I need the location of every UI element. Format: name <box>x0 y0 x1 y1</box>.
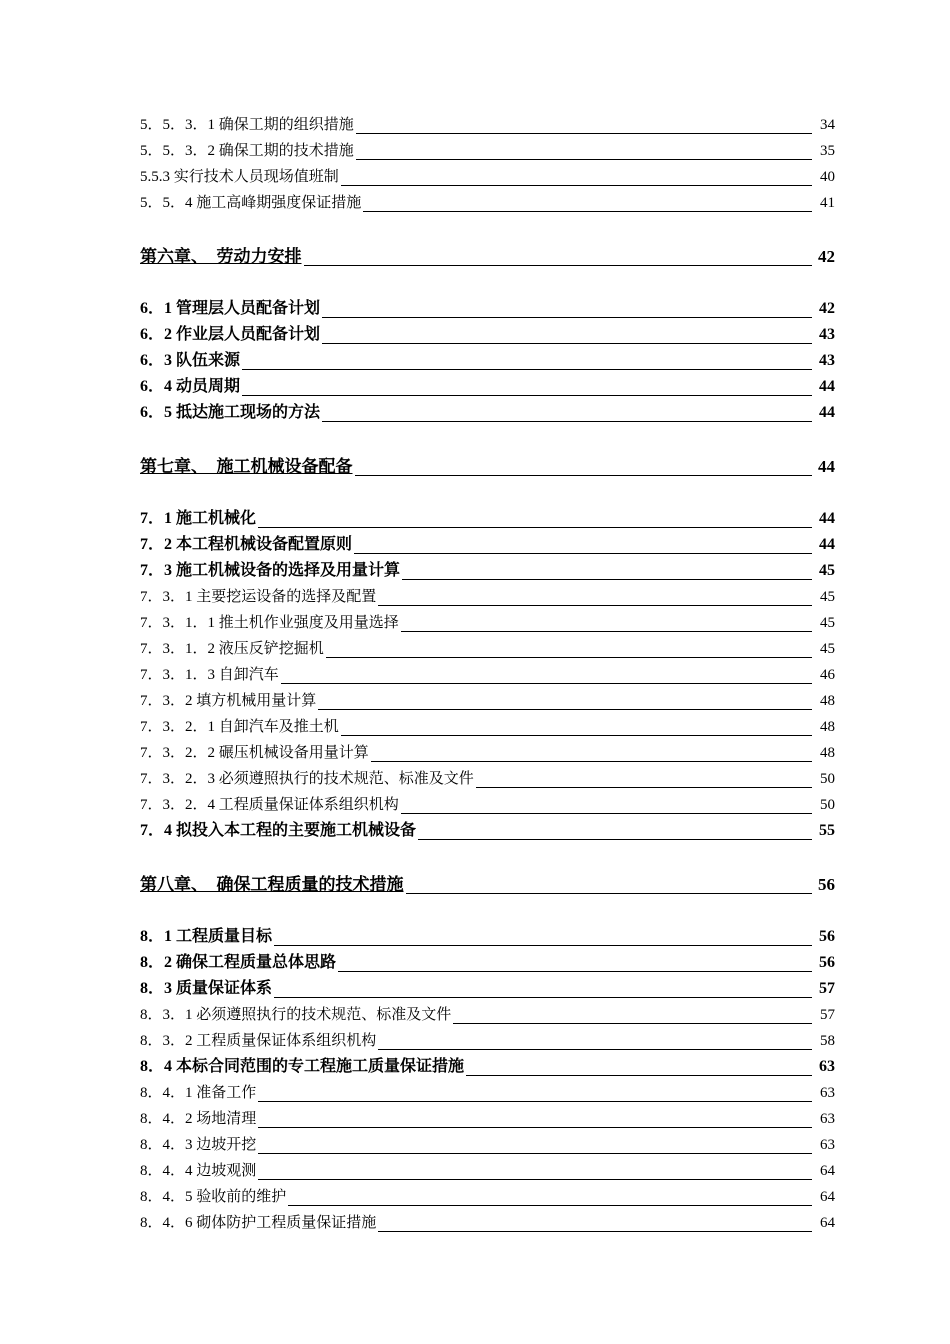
toc-entry-page-number: 45 <box>820 589 835 605</box>
toc-entry-title: 8．4．3 边坡开挖 <box>140 1137 257 1153</box>
toc-entry-title: 5．5．3．1 确保工期的组织措施 <box>140 117 354 133</box>
toc-entry-title: 第八章、 确保工程质量的技术措施 <box>140 875 404 894</box>
toc-leader-line <box>258 1101 812 1102</box>
toc-entry-page-number: 50 <box>820 771 835 787</box>
toc-entry-title: 6．5 抵达施工现场的方法 <box>140 404 321 421</box>
toc-entry-title: 5．5．3．2 确保工期的技术措施 <box>140 143 354 159</box>
toc-chapter-entry[interactable] <box>140 872 835 898</box>
toc-entry-page-number: 58 <box>820 1033 835 1049</box>
toc-entry-page-number: 56 <box>819 954 835 971</box>
toc-leader-line <box>401 813 812 814</box>
toc-chapter-entry[interactable] <box>140 454 835 480</box>
toc-entry[interactable] <box>140 506 835 532</box>
toc-entry-title: 7．2 本工程机械设备配置原则 <box>140 536 353 553</box>
toc-entry-title: 7．3．1．2 液压反铲挖掘机 <box>140 641 324 657</box>
toc-leader-line <box>322 421 812 422</box>
toc-leader-line <box>258 1153 812 1154</box>
toc-leader-line <box>242 395 812 396</box>
toc-entry-title: 8．4．1 准备工作 <box>140 1085 257 1101</box>
toc-entry[interactable] <box>140 112 835 138</box>
toc-entry-page-number: 44 <box>818 457 835 476</box>
toc-leader-line <box>476 787 812 788</box>
toc-entry-title: 8．4．5 验收前的维护 <box>140 1189 287 1205</box>
toc-entry-page-number: 43 <box>819 352 835 369</box>
toc-entry-page-number: 56 <box>819 928 835 945</box>
toc-entry[interactable] <box>140 1184 835 1210</box>
toc-leader-line <box>356 159 812 160</box>
toc-entry-page-number: 43 <box>819 326 835 343</box>
toc-entry-page-number: 56 <box>818 875 835 894</box>
toc-leader-line <box>281 683 812 684</box>
toc-entry-title: 6．2 作业层人员配备计划 <box>140 326 321 343</box>
toc-entry[interactable] <box>140 138 835 164</box>
toc-entry-title: 8．4．6 砌体防护工程质量保证措施 <box>140 1215 377 1231</box>
toc-entry-title: 7．1 施工机械化 <box>140 510 257 527</box>
toc-leader-line <box>288 1205 812 1206</box>
toc-leader-line <box>356 133 812 134</box>
toc-entry-title: 8．4．2 场地清理 <box>140 1111 257 1127</box>
toc-entry[interactable] <box>140 610 835 636</box>
toc-entry-page-number: 34 <box>820 117 835 133</box>
toc-entry-title: 7．3．2 填方机械用量计算 <box>140 693 317 709</box>
toc-entry[interactable] <box>140 766 835 792</box>
toc-entry[interactable] <box>140 636 835 662</box>
toc-entry-page-number: 63 <box>820 1137 835 1153</box>
toc-entry[interactable] <box>140 558 835 584</box>
toc-entry-page-number: 45 <box>819 562 835 579</box>
toc-entry-page-number: 57 <box>819 980 835 997</box>
toc-leader-line <box>274 945 812 946</box>
toc-leader-line <box>378 605 812 606</box>
toc-entry-page-number: 57 <box>820 1007 835 1023</box>
toc-entry-page-number: 48 <box>820 693 835 709</box>
toc-leader-line <box>355 475 813 476</box>
toc-entry[interactable] <box>140 1054 835 1080</box>
toc-entry[interactable] <box>140 688 835 714</box>
toc-entry-title: 5．5．4 施工高峰期强度保证措施 <box>140 195 362 211</box>
toc-entry-page-number: 55 <box>819 822 835 839</box>
toc-entry-title: 7．3．1．3 自卸汽车 <box>140 667 279 683</box>
toc-entry-title: 8．3．1 必须遵照执行的技术规范、标准及文件 <box>140 1007 452 1023</box>
toc-entry-page-number: 35 <box>820 143 835 159</box>
toc-entry[interactable] <box>140 584 835 610</box>
toc-entry[interactable] <box>140 374 835 400</box>
toc-entry-page-number: 64 <box>820 1215 835 1231</box>
toc-entry-title: 8．3 质量保证体系 <box>140 980 273 997</box>
toc-entry[interactable] <box>140 924 835 950</box>
toc-entry-page-number: 44 <box>819 378 835 395</box>
toc-entry-page-number: 63 <box>820 1111 835 1127</box>
toc-entry-title: 第七章、 施工机械设备配备 <box>140 457 353 476</box>
toc-entry-title: 7．3．2．2 碾压机械设备用量计算 <box>140 745 369 761</box>
toc-entry-page-number: 50 <box>820 797 835 813</box>
toc-entry[interactable] <box>140 950 835 976</box>
toc-entry[interactable] <box>140 1106 835 1132</box>
toc-leader-line <box>322 343 812 344</box>
toc-entry-title: 6．3 队伍来源 <box>140 352 241 369</box>
toc-entry-page-number: 46 <box>820 667 835 683</box>
toc-chapter-entry[interactable] <box>140 244 835 270</box>
toc-leader-line <box>338 971 812 972</box>
toc-entry-title: 7．3．2．1 自卸汽车及推土机 <box>140 719 339 735</box>
toc-entry-page-number: 42 <box>819 300 835 317</box>
toc-entry-page-number: 48 <box>820 745 835 761</box>
toc-leader-line <box>322 317 812 318</box>
toc-leader-line <box>401 631 812 632</box>
toc-entry[interactable] <box>140 714 835 740</box>
toc-entry-page-number: 42 <box>818 247 835 266</box>
toc-leader-line <box>258 527 812 528</box>
toc-entry-page-number: 64 <box>820 1163 835 1179</box>
toc-entry[interactable] <box>140 818 835 844</box>
toc-entry[interactable] <box>140 348 835 374</box>
toc-leader-line <box>363 211 812 212</box>
toc-entry-title: 8．1 工程质量目标 <box>140 928 273 945</box>
toc-list <box>140 112 835 1236</box>
toc-leader-line <box>418 839 812 840</box>
toc-entry-title: 5.5.3 实行技术人员现场值班制 <box>140 169 339 185</box>
toc-entry[interactable] <box>140 164 835 190</box>
toc-entry[interactable] <box>140 1158 835 1184</box>
toc-entry[interactable] <box>140 532 835 558</box>
toc-entry[interactable] <box>140 976 835 1002</box>
toc-leader-line <box>304 265 813 266</box>
toc-leader-line <box>318 709 812 710</box>
toc-entry[interactable] <box>140 1210 835 1236</box>
toc-entry-title: 8．4．4 边坡观测 <box>140 1163 257 1179</box>
toc-leader-line <box>341 735 812 736</box>
toc-entry[interactable] <box>140 792 835 818</box>
toc-entry-title: 6．4 动员周期 <box>140 378 241 395</box>
toc-leader-line <box>378 1231 812 1232</box>
toc-entry-title: 7．3．1．1 推土机作业强度及用量选择 <box>140 615 399 631</box>
toc-entry[interactable] <box>140 190 835 216</box>
toc-entry-title: 8．3．2 工程质量保证体系组织机构 <box>140 1033 377 1049</box>
toc-entry-title: 7．3．1 主要挖运设备的选择及配置 <box>140 589 377 605</box>
toc-entry[interactable] <box>140 322 835 348</box>
toc-entry-title: 6．1 管理层人员配备计划 <box>140 300 321 317</box>
toc-leader-line <box>402 579 812 580</box>
toc-entry-title: 7．4 拟投入本工程的主要施工机械设备 <box>140 822 417 839</box>
toc-leader-line <box>466 1075 812 1076</box>
toc-entry-title: 7．3．2．3 必须遵照执行的技术规范、标准及文件 <box>140 771 474 787</box>
toc-entry-page-number: 63 <box>819 1058 835 1075</box>
toc-leader-line <box>258 1179 812 1180</box>
toc-leader-line <box>242 369 812 370</box>
toc-entry-page-number: 45 <box>820 641 835 657</box>
toc-entry-page-number: 44 <box>819 510 835 527</box>
toc-entry[interactable] <box>140 400 835 426</box>
toc-entry-page-number: 64 <box>820 1189 835 1205</box>
toc-entry-page-number: 44 <box>819 404 835 421</box>
toc-entry-page-number: 48 <box>820 719 835 735</box>
toc-entry[interactable] <box>140 740 835 766</box>
toc-leader-line <box>326 657 812 658</box>
toc-entry-title: 8．4 本标合同范围的专工程施工质量保证措施 <box>140 1058 465 1075</box>
toc-entry-page-number: 41 <box>820 195 835 211</box>
toc-entry-title: 第六章、 劳动力安排 <box>140 247 302 266</box>
toc-leader-line <box>371 761 812 762</box>
toc-entry[interactable] <box>140 1132 835 1158</box>
toc-entry[interactable] <box>140 296 835 322</box>
toc-entry-title: 8．2 确保工程质量总体思路 <box>140 954 337 971</box>
toc-entry-page-number: 45 <box>820 615 835 631</box>
toc-leader-line <box>274 997 812 998</box>
toc-entry[interactable] <box>140 1028 835 1054</box>
toc-entry-title: 7．3．2．4 工程质量保证体系组织机构 <box>140 797 399 813</box>
toc-leader-line <box>406 893 813 894</box>
toc-entry[interactable] <box>140 1002 835 1028</box>
toc-entry-title: 7．3 施工机械设备的选择及用量计算 <box>140 562 401 579</box>
toc-entry-page-number: 63 <box>820 1085 835 1101</box>
toc-leader-line <box>258 1127 812 1128</box>
toc-leader-line <box>378 1049 812 1050</box>
toc-entry-page-number: 40 <box>820 169 835 185</box>
toc-leader-line <box>354 553 812 554</box>
toc-leader-line <box>453 1023 812 1024</box>
toc-leader-line <box>341 185 812 186</box>
toc-entry-page-number: 44 <box>819 536 835 553</box>
toc-entry[interactable] <box>140 662 835 688</box>
toc-entry[interactable] <box>140 1080 835 1106</box>
